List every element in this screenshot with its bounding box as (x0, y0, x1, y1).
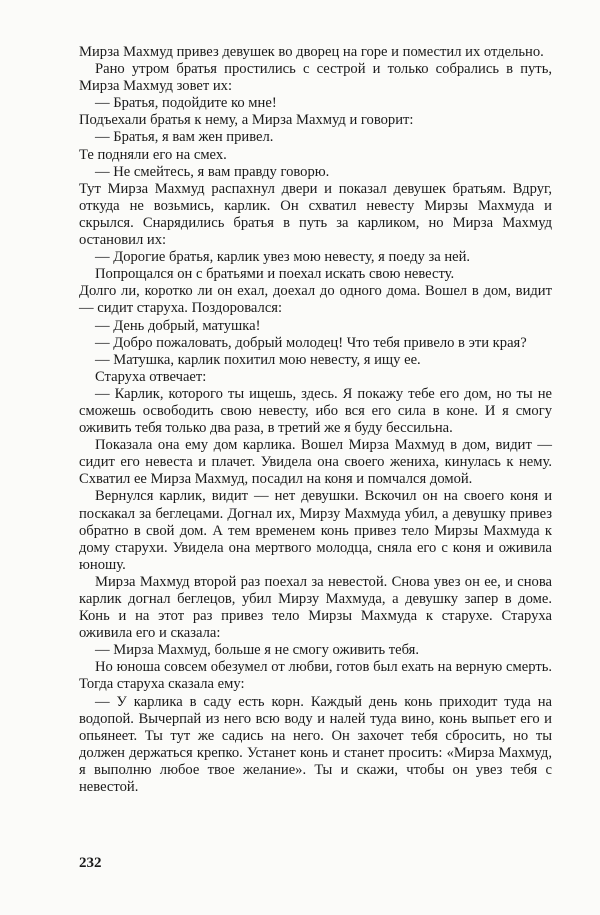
paragraph: Показала она ему дом карлика. Вошел Мирза Махмуд в дом, видит — сидит его невеста и плачет. Увидела она своего жениха, кинулась к нему. Схватил ее Мирза Махмуд, посадил на коня и помчался домой. (79, 437, 552, 488)
paragraph: Вернулся карлик, видит — нет девушки. Вскочил он на своего коня и поскакал за беглецами. Догнал их, Мирзу Махмуда убил, а девушку привез обратно в свой дом. А тем временем конь привез тело Мирзы Махмуда к дому старухи. Увидела она мертвого молодца, сняла его с коня и оживила юношу. (79, 488, 552, 573)
paragraph: — День добрый, матушка! (95, 317, 261, 334)
paragraph: Тут Мирза Махмуд распахнул двери и показал девушек братьям. Вдруг, откуда не возьмись, карлик. Он схватил невесту Мирзы Махмуда и скрылся. Снарядились братья в путь за карликом, но Мирза Махмуд остановил их: (79, 180, 552, 249)
paragraph: — Братья, я вам жен привел. (95, 129, 274, 146)
page-number: 232 (79, 855, 102, 871)
paragraph: Мирза Махмуд второй раз поехал за невестой. Снова увез он ее, и снова карлик догнал беглецов, убил Мирзу Махмуда, а девушку запер в доме. Конь и на этот раз привез тело Мирзы Махмуда к старухе. Старуха оживила его и сказала: (79, 573, 552, 642)
paragraph: — Матушка, карлик похитил мою невесту, я ищу ее. (95, 351, 421, 368)
paragraph: Рано утром братья простились с сестрой и только собрались в путь, Мирза Махмуд зовет их: (79, 61, 552, 95)
paragraph: — Мирза Махмуд, больше я не смогу оживить тебя. (95, 642, 420, 659)
paragraph: Мирза Махмуд привез девушек во дворец на горе и поместил их отдельно. (79, 44, 544, 60)
paragraph: — Братья, подойдите ко мне! (95, 95, 277, 112)
paragraph: — Карлик, которого ты ищешь, здесь. Я покажу тебе его дом, но ты не сможешь освободить свою невесту, ибо вся его сила в коне. И я смогу оживить тебя только два раза, в третий же я буду бессильна. (79, 385, 552, 437)
paragraph: — Добро пожаловать, добрый молодец! Что тебя привело в эти края? (95, 334, 527, 351)
paragraph: Те подняли его на смех. (79, 146, 227, 163)
paragraph: Подъехали братья к нему, а Мирза Махмуд и говорит: (79, 112, 414, 129)
story-text (79, 44, 552, 796)
paragraph: — Не смейтесь, я вам правду говорю. (95, 163, 330, 180)
paragraph: Но юноша совсем обезумел от любви, готов был ехать на верную смерть. Тогда старуха сказала ему: (79, 659, 552, 693)
paragraph: — У карлика в саду есть корн. Каждый день конь приходит туда на водопой. Вычерпай из него всю воду и налей туда вино, конь выпьет его и опьянеет. Ты тут же садись на него. Он захочет тебя сбросить, но ты должен держаться крепко. Устанет конь и станет просить: «Мирза Махмуд, я выполню любое твое желание». Ты и скажи, чтобы он увез тебя с невестой. (79, 693, 552, 796)
paragraph: — Дорогие братья, карлик увез мою невесту, я поеду за ней. (95, 249, 471, 266)
paragraph: Попрощался он с братьями и поехал искать свою невесту. (95, 266, 455, 283)
paragraph: Старуха отвечает: (95, 368, 207, 385)
paragraph: Долго ли, коротко ли он ехал, доехал до одного дома. Вошел в дом, видит — сидит старуха. Поздоровался: (79, 283, 552, 317)
